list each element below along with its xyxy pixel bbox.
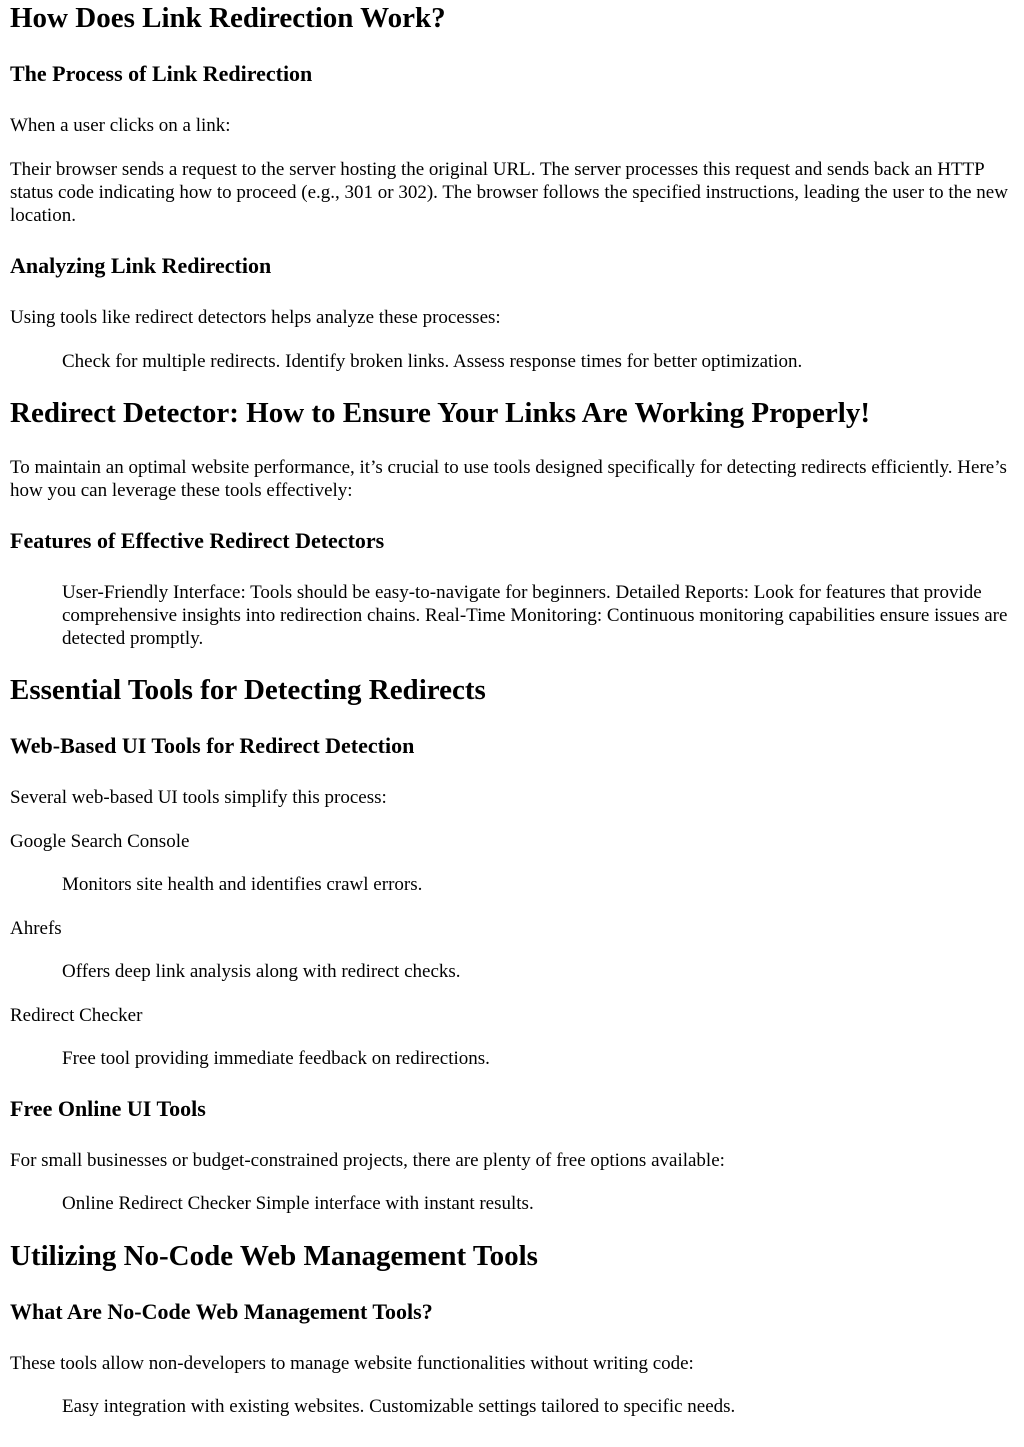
what-are-no-code-heading: What Are No-Code Web Management Tools? xyxy=(10,1299,433,1324)
easy-integration-blockquote: Easy integration with existing websites. Customizable settings tailored to specific needs. xyxy=(62,1396,736,1417)
how-redirection-heading: How Does Link Redirection Work? xyxy=(10,2,446,34)
redirect-checker-label: Redirect Checker xyxy=(10,1005,143,1026)
article-page xyxy=(0,1,1024,1418)
no-code-tools-heading: Utilizing No-Code Web Management Tools xyxy=(10,1240,538,1272)
online-checker-blockquote: Online Redirect Checker Simple interface with instant results. xyxy=(62,1193,534,1214)
check-blockquote: Check for multiple redirects. Identify broken links. Assess response times for better optimization. xyxy=(62,351,803,372)
google-search-console-desc: Monitors site health and identifies crawl errors. xyxy=(62,874,423,895)
small-businesses-paragraph: For small businesses or budget-constrained projects, there are plenty of free options available: xyxy=(10,1150,725,1171)
using-tools-paragraph: Using tools like redirect detectors helps analyze these processes: xyxy=(10,307,501,328)
ahrefs-desc: Offers deep link analysis along with redirect checks. xyxy=(62,961,461,982)
several-tools-paragraph: Several web-based UI tools simplify this process: xyxy=(10,787,387,808)
features-heading: Features of Effective Redirect Detectors xyxy=(10,528,385,553)
free-online-tools-heading: Free Online UI Tools xyxy=(10,1096,206,1121)
maintain-paragraph: To maintain an optimal website performance, it’s crucial to use tools designed specifically for detecting redirects efficiently. Here’s how you can leverage these tools effectively: xyxy=(10,457,1007,501)
features-blockquote: User-Friendly Interface: Tools should be easy-to-navigate for beginners. Detailed Reports: Look for features that provide comprehensive insights into redirection chains. Real-Time Monitoring: Continuous monitoring capabilities ensure issues are detected promptly. xyxy=(62,582,1008,649)
redirect-detector-heading: Redirect Detector: How to Ensure Your Links Are Working Properly! xyxy=(10,397,871,429)
when-paragraph: When a user clicks on a link: xyxy=(10,115,231,136)
google-search-console-label: Google Search Console xyxy=(10,831,190,852)
essential-tools-heading: Essential Tools for Detecting Redirects xyxy=(10,674,486,706)
web-based-tools-heading: Web-Based UI Tools for Redirect Detection xyxy=(10,733,415,758)
ahrefs-label: Ahrefs xyxy=(10,918,62,939)
redirect-checker-desc: Free tool providing immediate feedback on redirections. xyxy=(62,1048,490,1069)
analyzing-heading: Analyzing Link Redirection xyxy=(10,253,272,278)
non-developers-paragraph: These tools allow non-developers to manage website functionalities without writing code: xyxy=(10,1353,694,1374)
browser-request-paragraph: Their browser sends a request to the server hosting the original URL. The server processes this request and sends back an HTTP status code indicating how to proceed (e.g., 301 or 302). The browser follows the specified instructions, leading the user to the new location. xyxy=(10,159,1008,226)
process-heading: The Process of Link Redirection xyxy=(10,61,313,86)
